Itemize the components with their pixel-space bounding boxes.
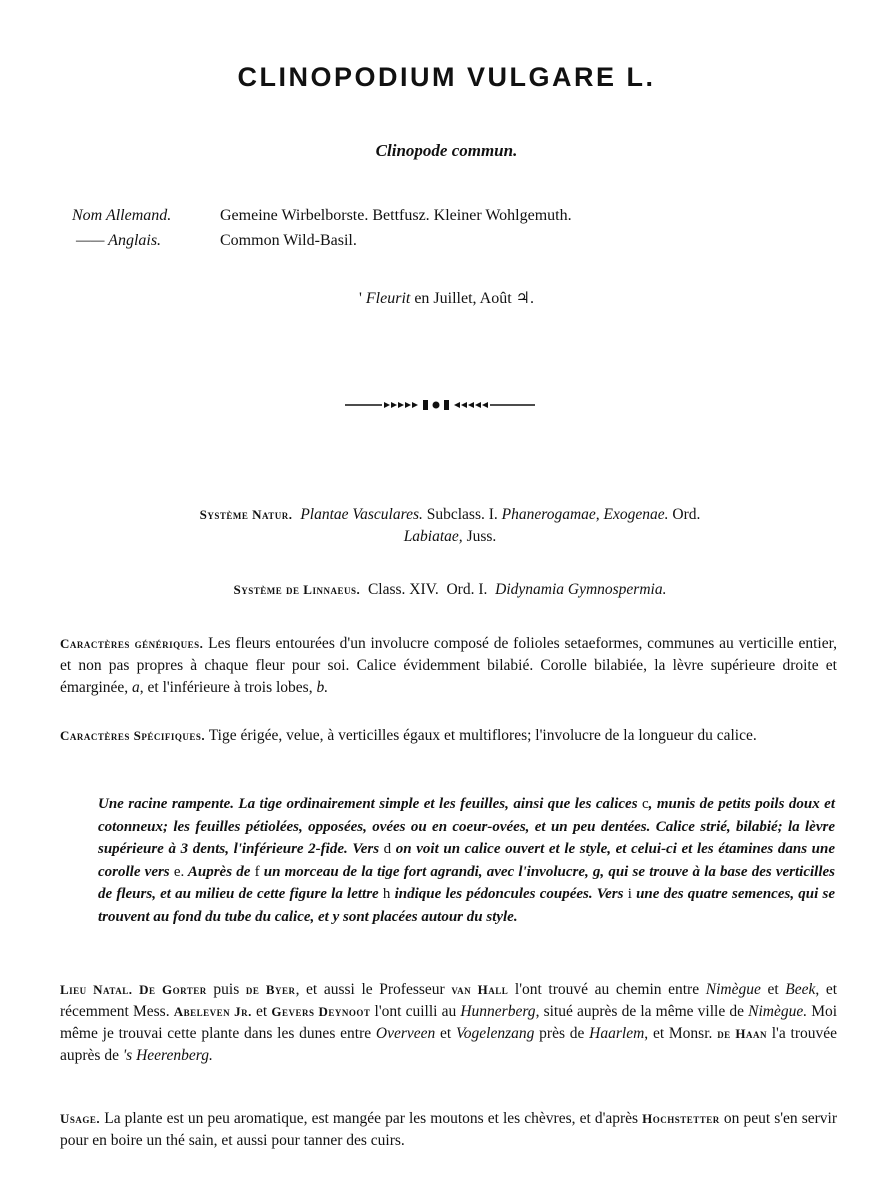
lieu-text: et (256, 1003, 268, 1020)
lieu-text: près de (539, 1025, 585, 1042)
place-beek: Beek (785, 981, 816, 998)
name-degorter: De Gorter (139, 982, 207, 997)
german-names: Gemeine Wirbelborste. Bettfusz. Kleiner Wohlgemuth. (220, 207, 572, 224)
place-haarlem: Haarlem (589, 1025, 645, 1042)
place-vogelenzang: Vogelenzang (456, 1025, 535, 1042)
english-label: —— Anglais. (76, 232, 162, 249)
phanerogamae: Phanerogamae, Exogenae. (501, 506, 669, 523)
place-nimegue: Nimègue (705, 981, 761, 998)
english-names: Common Wild-Basil. (220, 232, 357, 249)
subclass: Subclass. I. (426, 506, 498, 523)
perennial-symbol: ♃. (515, 290, 534, 307)
desc-part: , munis de petits poils doux et cotonneux; les feuilles pétiolées, opposées, ovées ou en coeur-ovées, et un peu dentées. Calice strié, bilabié; la lèvre supérieure à 3 dents, l'inférieure 2-fide. Vers (98, 796, 835, 858)
desc-part: indique les pédoncules coupées. Vers (394, 886, 624, 903)
systeme-naturel (80, 504, 820, 548)
usage-label: Usage. (60, 1111, 101, 1126)
letter-b: b. (316, 679, 329, 696)
plate-description (98, 793, 835, 929)
letter-e: e. (173, 863, 185, 880)
lieu-text: et (767, 981, 779, 998)
letter-d: d (383, 841, 392, 858)
desc-part: Auprès de (187, 863, 251, 880)
mark: ' (359, 290, 362, 307)
generiques-text: Les fleurs entourées d'un involucre composé de folioles setaeformes, communes au verticille entier, et non pas propres à chaque fleur pour soi. Calice évidemment bilabié. Corolle bilabiée, la lèvre supérieure droite et émarginée, (60, 635, 838, 696)
specifiques-label: Caractères Spécifiques. (60, 728, 206, 743)
flowering-label: Fleurit (365, 290, 411, 307)
specifiques-text: Tige érigée, velue, à verticilles égaux et multiflores; l'involucre de la longueur du calice. (208, 727, 757, 744)
ornamental-divider-icon (340, 397, 540, 413)
letter-f: f (254, 863, 260, 880)
common-name: Clinopode commun. (375, 141, 518, 160)
lieu-text: l'ont cuilli au (374, 1003, 457, 1020)
lieu-text: l'a trouvée auprès de (60, 1025, 837, 1064)
lieu-text: , situé auprès de la même ville de (535, 1003, 744, 1020)
lieu-text: et (440, 1025, 452, 1042)
generiques-text2: , et l'inférieure à trois lobes, (139, 679, 313, 696)
lieu-text: l'ont trouvé au chemin entre (514, 981, 700, 998)
class: Class. XIV. (367, 581, 439, 598)
lieu-text: , et Monsr. (644, 1025, 713, 1042)
native-habitat (60, 979, 837, 1067)
specific-characters (60, 725, 837, 747)
plantae: Plantae Vasculares. (300, 506, 423, 523)
lieu-text: , et récemment Mess. (60, 981, 838, 1020)
letter-c: c (642, 796, 649, 812)
labiatae: Labiatae, (403, 528, 463, 545)
lieu-label: Lieu Natal. (60, 982, 133, 997)
place-nimegue: Nimègue. (748, 1003, 808, 1020)
place-heerenberg: 's Heerenberg. (122, 1047, 213, 1064)
place-overveen: Overveen (375, 1025, 436, 1042)
lieu-text: Moi même je trouvai cette plante dans les dunes entre (60, 1003, 838, 1042)
lieu-text: puis (213, 981, 240, 998)
usage-text: La plante est un peu aromatique, est mangée par les moutons et les chèvres, et d'après (104, 1110, 639, 1127)
generic-characters (60, 633, 837, 699)
letter-g: g (592, 863, 601, 880)
lieu-text: , et aussi le Professeur (295, 981, 445, 998)
desc-part: une des quatre semences, qui se trouvent au fond du tube du calice, et y sont placées autour du style. (98, 886, 835, 925)
desc-part: Une racine rampente. La tige ordinairement simple et les feuilles, ainsi que les calices (98, 796, 638, 812)
name-abeleven: Abeleven Jr. (173, 1004, 252, 1019)
juss: Juss. (466, 528, 497, 545)
desc-part: on voit un calice ouvert et le style, et celui-ci et les étamines dans une corolle vers (98, 841, 835, 880)
linnaeus-name: Didynamia Gymnospermia. (495, 581, 667, 598)
usage-text2: on peut s'en servir pour en boire un thé sain, et aussi pour tanner des cuirs. (60, 1110, 838, 1149)
name-gevers: Gevers Deynoot (271, 1004, 371, 1019)
desc-part: un morceau de la tige fort agrandi, avec l'involucre, (263, 863, 589, 880)
german-label: Nom Allemand. (72, 207, 172, 224)
name-dehaan: de Haan (717, 1026, 767, 1041)
flowering-period (0, 288, 893, 308)
linnaeus-label: Système de Linnaeus. (233, 582, 361, 597)
systeme-linnaeus (80, 579, 820, 601)
ord: Ord. I. (446, 581, 488, 598)
name-hochstetter: Hochstetter (642, 1111, 720, 1126)
letter-i: i (627, 886, 632, 903)
name-debyer: de Byer (245, 982, 296, 997)
letter-a: a (132, 679, 140, 696)
name-vanhall: van Hall (451, 982, 509, 997)
systeme-natur-label: Système Natur. (199, 507, 293, 522)
letter-h: h (382, 886, 391, 903)
place-hunnerberg: Hunnerberg (460, 1003, 536, 1020)
flowering-text: en Juillet, Août (414, 290, 512, 307)
desc-part: , qui se trouve à la base des verticilles de fleurs, et au milieu de cette figure la lettre (98, 863, 836, 903)
ord: Ord. (672, 506, 701, 523)
page-title: CLINOPODIUM VULGARE L. (237, 62, 656, 92)
usage (60, 1108, 837, 1152)
generiques-label: Caractères génériques. (60, 636, 204, 651)
